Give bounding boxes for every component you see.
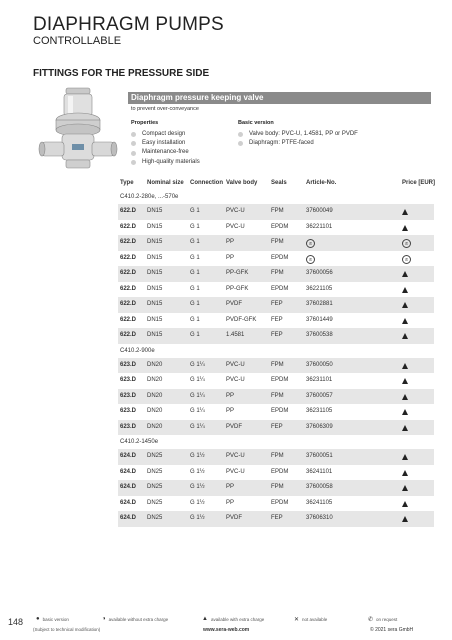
size-cell: DN20 [147,423,163,430]
connection-cell: G 1 [190,285,200,292]
connection-cell: G 1½ [190,484,205,490]
filled-circle-icon: ● [36,616,40,622]
connection-cell: G 1 [190,239,200,245]
size-cell: DN15 [147,316,163,323]
size-cell: DN20 [147,392,163,399]
size-cell: DN25 [147,499,163,506]
seal-cell: EPDM [271,377,289,383]
seal-cell: FPM [271,239,284,245]
article-number-cell: 36221105 [306,285,333,292]
bullet-icon [131,132,136,137]
size-cell: DN15 [147,301,163,307]
legend-item: ▲ available with extra charge [202,616,265,622]
valve-body-cell: PP [226,254,235,261]
header-price: Price [EUR] [402,180,436,186]
type-cell: 623.D [120,377,137,383]
size-cell: DN25 [147,515,163,521]
article-number-cell: 37601449 [306,316,333,323]
article-number-cell: 36241101 [306,468,333,475]
header-seals: Seals [271,180,287,186]
valve-body-cell: PP-GFK [226,270,249,276]
seal-cell: EPDM [271,468,289,475]
copyright: © 2021 sera GmbH [370,627,414,633]
type-cell: 622.D [120,254,137,261]
group-label: C410.2-1450e [120,439,159,445]
seal-cell: FPM [271,361,284,368]
valve-body-cell: PP [226,499,235,506]
type-cell: 623.D [120,408,137,414]
table-row [118,389,434,405]
size-cell: DN15 [147,285,163,292]
size-cell: DN15 [147,332,163,338]
size-cell: DN15 [147,270,163,276]
list-item: Valve body: PVC-U, 1.4581, PP or PVDF [238,130,358,139]
half-circle-icon: ◑ [102,616,106,622]
valve-body-cell: PVC-U [226,223,245,230]
list-item: Compact design [131,130,200,139]
type-cell: 622.D [120,316,137,323]
valve-body-cell: PVC-U [226,361,245,368]
article-number-cell: 36231105 [306,408,333,414]
list-item: Maintenance-free [131,148,200,157]
seal-cell: FPM [271,270,284,276]
valve-body-cell: 1.4581 [226,332,245,338]
article-number-cell: 37600056 [306,270,333,276]
header-nominal-size: Nominal size [147,180,184,186]
bullet-icon [131,141,136,146]
type-cell: 624.D [120,515,137,521]
table-row [118,266,434,282]
connection-cell: G 1 [190,270,200,276]
triangle-icon [402,511,408,530]
type-cell: 622.D [120,270,137,276]
connection-cell: G 1½ [190,515,205,521]
seal-cell: FEP [271,316,283,323]
table-row [118,220,434,236]
bullet-icon [238,141,243,146]
group-label: C410.2-280e, ...-570e [120,194,179,200]
article-number-cell: 37600050 [306,361,333,368]
product-table [118,180,434,527]
table-row [118,297,434,313]
seal-cell: EPDM [271,254,289,261]
type-cell: 624.D [120,499,137,506]
legend-item: ◑ available without extra charge [102,616,169,622]
page-number: 148 [8,617,24,627]
request-icon: ✆ [402,235,411,253]
table-row [118,235,434,251]
table-row [118,480,434,496]
article-number-cell: 37600057 [306,392,333,399]
table-row [118,251,434,267]
page-title: DIAPHRAGM PUMPS [33,14,224,35]
seal-cell: FEP [271,301,283,307]
seal-cell: FPM [271,208,284,214]
connection-cell: G 1¼ [190,361,205,368]
type-cell: 624.D [120,453,137,459]
properties-heading: Properties [131,120,159,126]
table-row [118,420,434,436]
seal-cell: FEP [271,515,283,521]
article-number-cell: 36241105 [306,499,333,506]
table-row [118,449,434,465]
request-icon: ✆ [306,235,315,253]
article-number-cell: 37606309 [306,423,333,430]
size-cell: DN25 [147,453,163,459]
table-row [118,511,434,527]
type-cell: 622.D [120,223,137,230]
product-description: to prevent over-conveyance [131,106,199,112]
seal-cell: FPM [271,484,284,490]
valve-body-cell: PVDF [226,423,243,430]
request-icon: ✆ [368,617,374,623]
connection-cell: G 1 [190,223,200,230]
bullet-icon [131,151,136,156]
properties-list [131,130,200,167]
type-cell: 622.D [120,301,137,307]
header-valve-body: Valve body [226,180,258,186]
connection-cell: G 1¼ [190,377,205,383]
valve-product-image [36,86,120,178]
valve-body-cell: PP [226,408,235,414]
list-item: Easy installation [131,139,200,148]
table-row [118,404,434,420]
table-row [118,282,434,298]
valve-body-cell: PP [226,484,235,490]
size-cell: DN25 [147,484,163,490]
connection-cell: G 1 [190,316,200,323]
seal-cell: EPDM [271,223,289,230]
article-number-cell: 37606310 [306,515,333,521]
valve-body-cell: PVC-U [226,468,245,475]
type-cell: 622.D [120,332,137,338]
cross-icon: ✕ [294,617,300,623]
article-number-cell: 36221101 [306,223,333,230]
valve-body-cell: PVC-U [226,377,245,383]
list-item: Diaphragm: PTFE-faced [238,139,358,148]
connection-cell: G 1¼ [190,423,205,430]
connection-cell: G 1¼ [190,408,205,414]
valve-body-cell: PVC-U [226,453,245,459]
valve-body-cell: PVDF-GFK [226,316,257,323]
type-cell: 622.D [120,285,137,292]
disclaimer: (Subject to technical modification) [33,627,101,632]
table-row [118,204,434,220]
article-number-cell: 36231101 [306,377,333,383]
connection-cell: G 1 [190,208,200,214]
article-number-cell: 37600058 [306,484,333,490]
type-cell: 622.D [120,239,137,245]
header-article-no: Article-No. [306,180,337,186]
seal-cell: EPDM [271,499,289,506]
size-cell: DN15 [147,254,163,261]
list-item: High-quality materials [131,158,200,167]
seal-cell: FPM [271,392,284,399]
page-subtitle: CONTROLLABLE [33,35,122,47]
connection-cell: G 1 [190,254,200,261]
valve-body-cell: PP [226,392,235,399]
seal-cell: FEP [271,423,283,430]
website-link[interactable]: www.sera-web.com [203,627,250,633]
connection-cell: G 1½ [190,468,205,475]
size-cell: DN15 [147,208,163,214]
group-label: C410.2-900e [120,347,155,354]
table-row [118,358,434,374]
valve-body-cell: PVDF [226,301,243,307]
connection-cell: G 1¼ [190,392,205,399]
legend-item: ✆ on request [368,617,398,623]
bullet-icon [131,160,136,165]
size-cell: DN15 [147,239,163,245]
basic-version-heading: Basic version [238,120,274,126]
basic-version-list [238,130,358,148]
valve-body-cell: PP [226,239,235,245]
bullet-icon [238,132,243,137]
type-cell: 622.D [120,208,137,214]
connection-cell: G 1½ [190,453,205,459]
request-icon: ✆ [402,251,411,269]
legend-item: ● basic version [36,616,69,622]
seal-cell: FPM [271,453,284,459]
valve-body-cell: PVC-U [226,208,245,214]
connection-cell: G 1½ [190,499,205,506]
type-cell: 623.D [120,392,137,399]
article-number-cell: 37600538 [306,332,333,338]
size-cell: DN20 [147,361,163,368]
type-cell: 624.D [120,484,137,490]
seal-cell: FEP [271,332,283,338]
type-cell: 624.D [120,468,137,475]
legend-item: ✕ not available [294,617,328,623]
table-header [118,180,434,190]
type-cell: 623.D [120,423,137,430]
article-number-cell: 37602881 [306,301,333,307]
seal-cell: EPDM [271,285,289,292]
header-type: Type [120,180,134,186]
section-title: FITTINGS FOR THE PRESSURE SIDE [33,68,210,79]
product-name-banner: Diaphragm pressure keeping valve [128,92,431,104]
connection-cell: G 1 [190,332,200,338]
request-icon: ✆ [306,251,315,269]
table-row [118,313,434,329]
size-cell: DN20 [147,408,163,414]
article-number-cell: 37600049 [306,208,333,214]
valve-body-cell: PP-GFK [226,285,249,292]
size-cell: DN15 [147,223,163,230]
header-connection: Connection [190,180,223,186]
table-row [118,496,434,512]
size-cell: DN25 [147,468,163,475]
table-row [118,328,434,344]
table-row [118,465,434,481]
table-row [118,373,434,389]
type-cell: 623.D [120,361,137,368]
valve-body-cell: PVDF [226,515,243,521]
article-number-cell: 37600051 [306,453,333,459]
size-cell: DN20 [147,377,163,383]
connection-cell: G 1 [190,301,200,307]
triangle-icon: ▲ [202,616,208,622]
seal-cell: EPDM [271,408,289,414]
